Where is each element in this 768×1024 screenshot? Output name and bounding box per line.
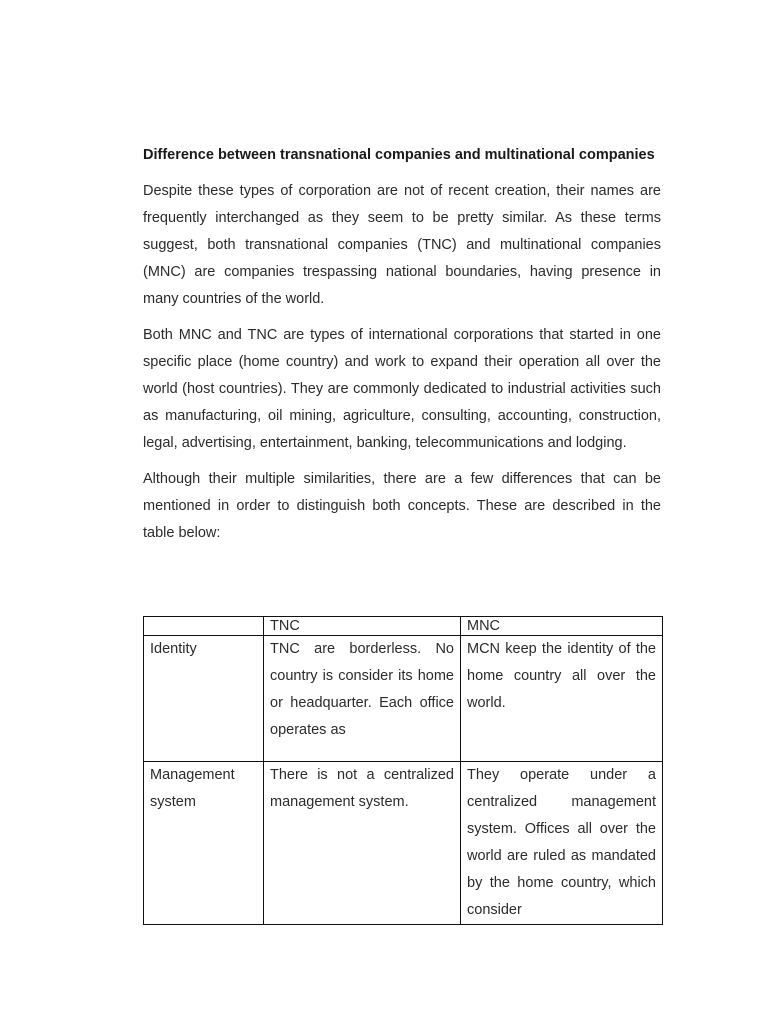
table-header-row (144, 617, 663, 636)
row-label-identity: Identity (144, 636, 264, 762)
paragraph-differences-intro: Although their multiple similarities, there are a few differences that can be mentioned in order to distinguish both concepts. These are described in the table below: (143, 471, 661, 541)
document-body (143, 142, 661, 556)
comparison-table (143, 616, 663, 925)
paragraph-intro: Despite these types of corporation are not of recent creation, their names are frequently interchanged as they seem to be pretty similar. As these terms suggest, both transnational companies (TNC) and multinational companies (MNC) are companies trespassing national boundaries, having presence in many countries of the world. (143, 183, 661, 307)
table-header-mnc: MNC (461, 617, 663, 636)
table-row (144, 636, 663, 762)
table-row (144, 762, 663, 925)
cell-management-mnc: They operate under a centralized management system. Offices all over the world are ruled as mandated by the home country, which consider (461, 762, 663, 925)
cell-identity-mnc: MCN keep the identity of the home country all over the world. (461, 636, 663, 762)
document-heading: Difference between transnational companies and multinational companies (143, 147, 655, 163)
cell-identity-tnc: TNC are borderless. No country is consider its home or headquarter. Each office operates as (264, 636, 461, 762)
paragraph-mnc-tnc-overview: Both MNC and TNC are types of international corporations that started in one specific place (home country) and work to expand their operation all over the world (host countries). They are commonly dedicated to industrial activities such as manufacturing, oil mining, agriculture, consulting, accounting, construction, legal, advertising, entertainment, banking, telecommunications and lodging. (143, 327, 661, 451)
row-label-management-system: Management system (144, 762, 264, 925)
table-header-empty (144, 617, 264, 636)
table-header-tnc: TNC (264, 617, 461, 636)
cell-management-tnc: There is not a centralized management system. (264, 762, 461, 925)
